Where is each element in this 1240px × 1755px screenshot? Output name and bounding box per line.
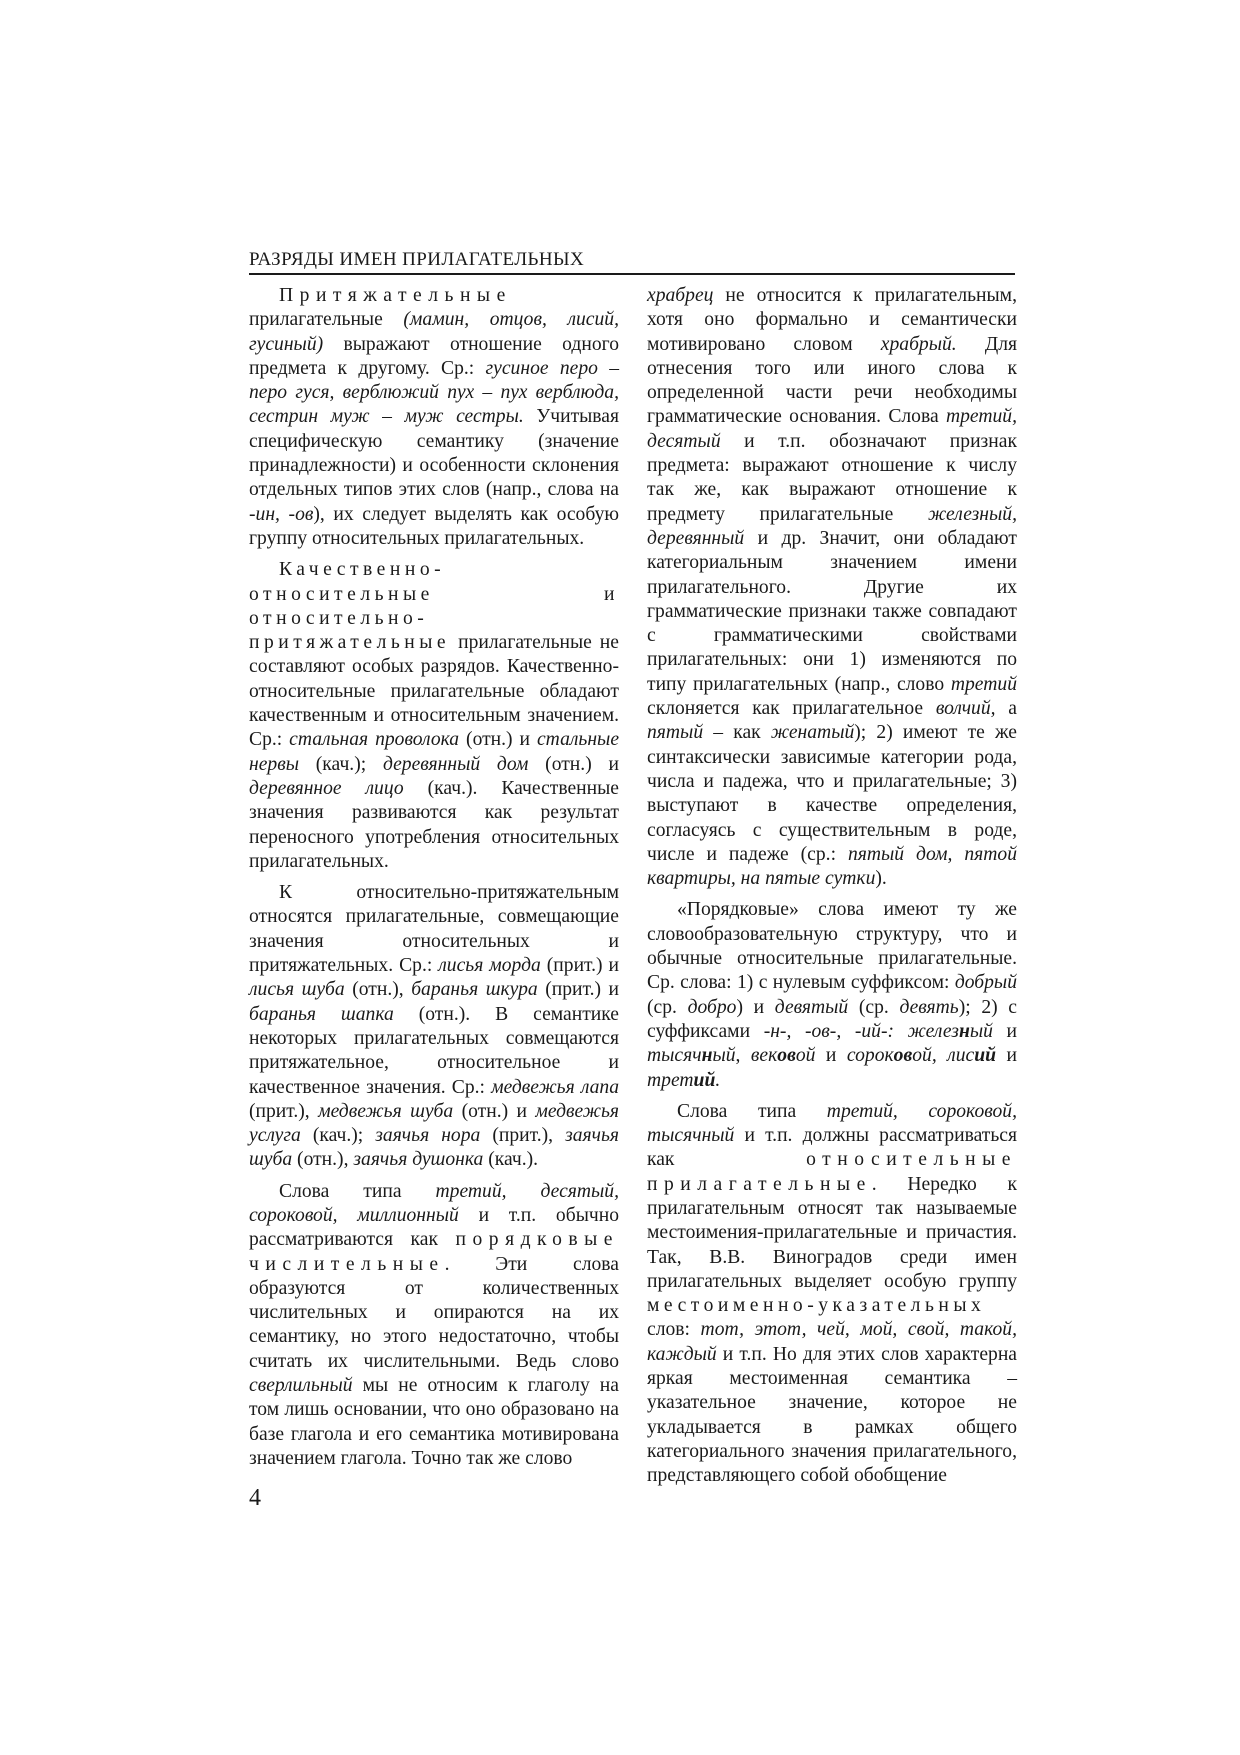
right-column	[647, 284, 1017, 1489]
paragraph: Слова типа третий, сороковой, тысячный и т.п. должны рассматриваться как относительные прилагательные. Нередко к прилагательным относят так называемые местоимения-прилагательные и причастия. Так, В.В. Виноградов среди имен прилагательных выделяет особую группу местоименно-указательных слов: тот, этот, чей, мой, свой, такой, каждый и т.п. Но для этих слов характерна яркая местоименная семантика – указательное значение, которое не укладывается в рамках общего категориального значения прилагательного, представляющего собой обобщение	[647, 1100, 1018, 1487]
running-header: РАЗРЯДЫ ИМЕН ПРИЛАГАТЕЛЬНЫХ	[249, 249, 1015, 275]
paragraph: Притяжательные прилагательные (мамин, отцов, лисий, гусиный) выражают отношение одного предмета к другому. Ср.: гусиное перо – перо гуся, верблюжий пух – пух верблюда, сестрин муж – муж сестры. Учитывая специфическую семантику (значение принадлежности) и особенности склонения отдельных типов этих слов (напр., слова на -ин, -ов), их следует выделять как особую группу относительных прилагательных.	[249, 285, 620, 549]
left-column	[249, 284, 619, 1471]
paragraph: К относительно-притяжательным относятся прилагательные, совмещающие значения относительных и притяжательных. Ср.: лисья морда (прит.) и лисья шуба (отн.), баранья шкура (прит.) и баранья шапка (отн.). В семантике некоторых прилагательных совмещаются притяжательное, относительное и качественное значения. Ср.: медвежья лапа (прит.), медвежья шуба (отн.) и медвежья услуга (кач.); заячья нора (прит.), заячья шуба (отн.), заячья душонка (кач.).	[249, 882, 620, 1171]
page-number: 4	[249, 1485, 261, 1511]
paragraph: Слова типа третий, десятый, сороковой, миллионный и т.п. обычно рассматриваются как порядковые числительные. Эти слова образуются от количественных числительных и опираются на их семантику, но этого недостаточно, чтобы считать их числительными. Ведь слово сверлильный мы не относим к глаголу на том лишь основании, что оно образовано на базе глагола и его семантика мотивирована значением глагола. Точно так же слово	[249, 1180, 619, 1469]
paragraph: Качественно-относительные и относительно-притяжательные прилагательные не составляют особых разрядов. Качественно-относительные прилагательные обладают качественным и относительным значением. Ср.: стальная проволока (отн.) и стальные нервы (кач.); деревянный дом (отн.) и деревянное лицо (кач.). Качественные значения развиваются как результат переносного употребления относительных прилагательных.	[249, 559, 620, 872]
paragraph: «Порядковые» слова имеют ту же словообразовательную структуру, что и обычные относительные прилагательные. Ср. слова: 1) с нулевым суффиксом: добрый (ср. добро) и девятый (ср. девять); 2) с суффиксами -н-, -ов-, -ий-: железный и тысячный, вековой и сороковой, лисий и третий.	[647, 899, 1018, 1091]
paragraph: храбрец не относится к прилагательным, хотя оно формально и семантически мотивировано словом храбрый. Для отнесения того или иного слова к определенной части речи необходимы грамматические основания. Слова третий, десятый и т.п. обозначают признак предмета: выражают отношение к числу так же, как выражают отношение к предмету прилагательные железный, деревянный и др. Значит, они обладают категориальным значением имени прилагательного. Другие их грамматические признаки также совпадают с грамматическими свойствами прилагательных: они 1) изменяются по типу прилагательных (напр., слово третий склоняется как прилагательное волчий, а пятый – как женатый); 2) имеют те же синтаксически зависимые категории рода, числа и падежа, что и прилагательные; 3) выступают в качестве определения, согласуясь с существительным в роде, числе и падеже (ср.: пятый дом, пятой квартиры, на пятые сутки).	[647, 285, 1017, 890]
